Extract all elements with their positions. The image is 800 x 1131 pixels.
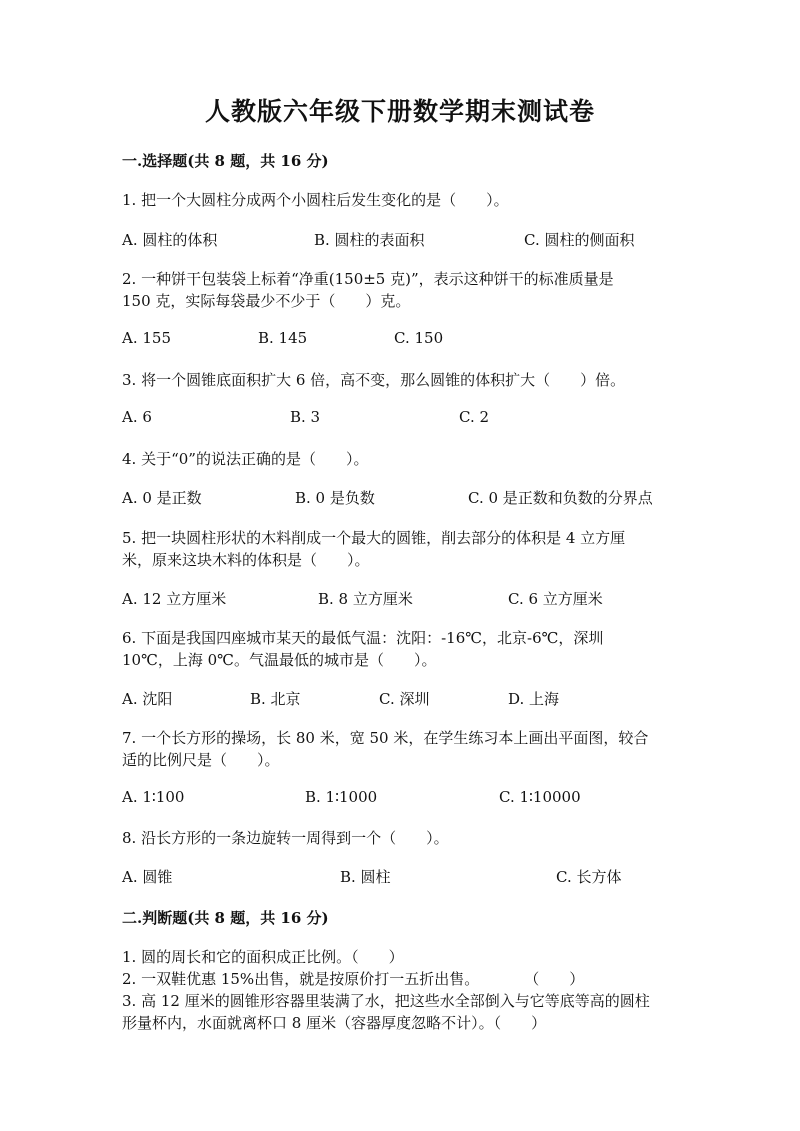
section-heading-judgment: 二.判断题(共 8 题，共 16 分) bbox=[122, 909, 329, 927]
judgment-1-text: 1. 圆的周长和它的面积成正比例。（ ） bbox=[122, 948, 404, 966]
question-3-text: 3. 将一个圆锥底面积扩大 6 倍，高不变，那么圆锥的体积扩大（ ）倍。 bbox=[122, 371, 626, 389]
question-4-text: 4. 关于“0”的说法正确的是（ ）。 bbox=[122, 450, 369, 468]
question-6-text-line-2: 10℃，上海 0℃。气温最低的城市是（ ）。 bbox=[122, 651, 437, 669]
question-4-option-a: A. 0 是正数 bbox=[122, 489, 202, 507]
judgment-3-text-line-1: 3. 高 12 厘米的圆锥形容器里装满了水，把这些水全部倒入与它等底等高的圆柱 bbox=[122, 992, 650, 1010]
question-7-text-line-1: 7. 一个长方形的操场，长 80 米，宽 50 米，在学生练习本上画出平面图，较合 bbox=[122, 729, 649, 747]
question-3-option-c: C. 2 bbox=[459, 408, 490, 426]
section-heading-choice: 一.选择题(共 8 题，共 16 分) bbox=[122, 152, 329, 170]
question-6-option-d: D. 上海 bbox=[508, 690, 560, 708]
question-7-option-b: B. 1∶1000 bbox=[305, 788, 378, 806]
question-2-option-b: B. 145 bbox=[258, 329, 308, 347]
question-2-option-c: C. 150 bbox=[394, 329, 444, 347]
judgment-3-text-line-2: 形量杯内，水面就离杯口 8 厘米（容器厚度忽略不计）。（ ） bbox=[122, 1014, 547, 1032]
question-8-option-b: B. 圆柱 bbox=[340, 868, 391, 886]
question-6-option-a: A. 沈阳 bbox=[122, 690, 173, 708]
page-title: 人教版六年级下册数学期末测试卷 bbox=[204, 97, 595, 126]
question-7-option-c: C. 1∶10000 bbox=[499, 788, 581, 806]
question-7-option-a: A. 1∶100 bbox=[122, 788, 185, 806]
judgment-2-text: 2. 一双鞋优惠 15%出售，就是按原价打一五折出售。 （ ） bbox=[122, 970, 585, 988]
question-6-option-b: B. 北京 bbox=[250, 690, 301, 708]
question-1-text: 1. 把一个大圆柱分成两个小圆柱后发生变化的是（ ）。 bbox=[122, 191, 509, 209]
question-2-text-line-2: 150 克，实际每袋最少不少于（ ）克。 bbox=[122, 292, 411, 310]
question-5-option-c: C. 6 立方厘米 bbox=[508, 590, 603, 608]
question-8-text: 8. 沿长方形的一条边旋转一周得到一个（ ）。 bbox=[122, 829, 449, 847]
question-5-option-b: B. 8 立方厘米 bbox=[318, 590, 413, 608]
question-1-option-b: B. 圆柱的表面积 bbox=[314, 231, 425, 249]
question-2-option-a: A. 155 bbox=[122, 329, 171, 347]
question-8-option-c: C. 长方体 bbox=[556, 868, 622, 886]
question-8-option-a: A. 圆锥 bbox=[122, 868, 173, 886]
question-6-option-c: C. 深圳 bbox=[379, 690, 430, 708]
question-5-text-line-1: 5. 把一块圆柱形状的木料削成一个最大的圆锥，削去部分的体积是 4 立方厘 bbox=[122, 529, 626, 547]
question-6-text-line-1: 6. 下面是我国四座城市某天的最低气温：沈阳：-16℃，北京-6℃，深圳 bbox=[122, 629, 604, 647]
question-2-text-line-1: 2. 一种饼干包装袋上标着“净重(150±5 克)”，表示这种饼干的标准质量是 bbox=[122, 270, 614, 288]
question-4-option-c: C. 0 是正数和负数的分界点 bbox=[468, 489, 653, 507]
question-4-option-b: B. 0 是负数 bbox=[295, 489, 375, 507]
question-7-text-line-2: 适的比例尺是（ ）。 bbox=[122, 751, 280, 769]
question-5-option-a: A. 12 立方厘米 bbox=[122, 590, 227, 608]
question-1-option-a: A. 圆柱的体积 bbox=[122, 231, 218, 249]
question-5-text-line-2: 米，原来这块木料的体积是（ ）。 bbox=[122, 551, 370, 569]
question-3-option-b: B. 3 bbox=[290, 408, 321, 426]
question-3-option-a: A. 6 bbox=[122, 408, 152, 426]
question-1-option-c: C. 圆柱的侧面积 bbox=[524, 231, 635, 249]
